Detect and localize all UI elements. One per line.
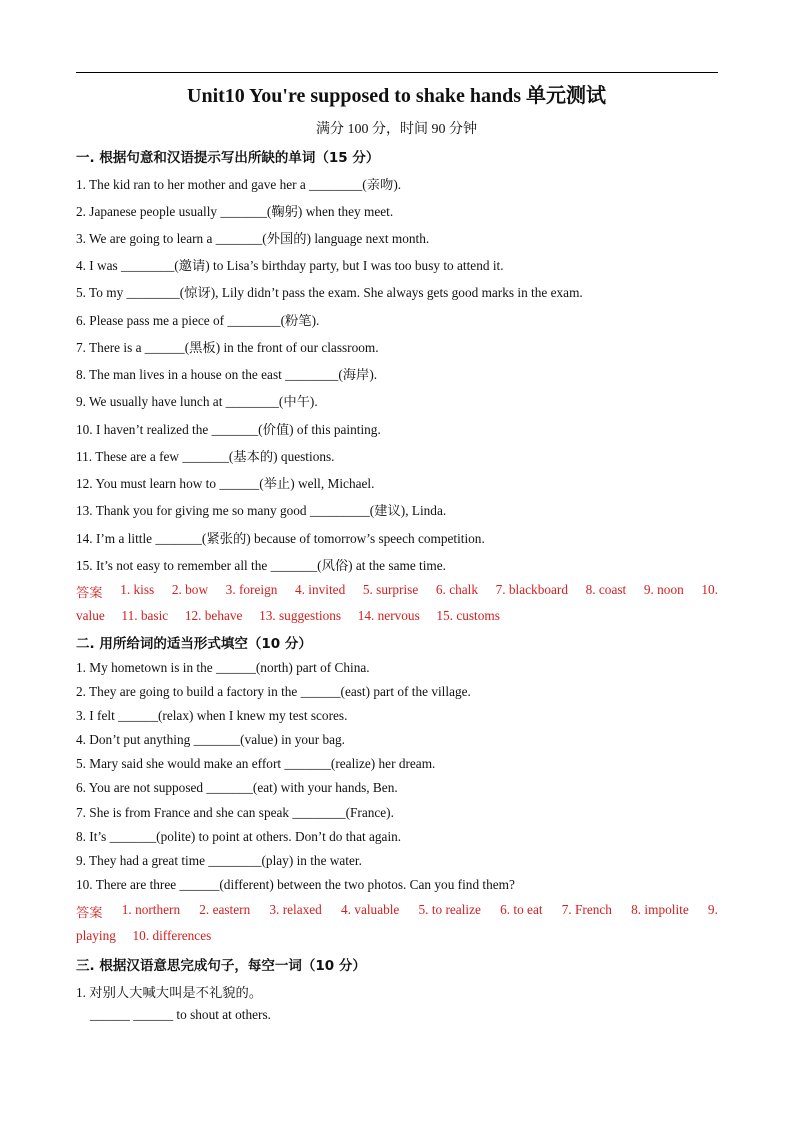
section1-item: 3. We are going to learn a _______(外国的) language next month. — [76, 231, 430, 246]
section3-item: ______ ______ to shout at others. — [90, 1007, 271, 1022]
answer-item: 4. valuable — [341, 902, 400, 917]
section2-item: 3. I felt ______(relax) when I knew my test scores. — [76, 708, 348, 723]
answer-item: 10. differences — [132, 928, 212, 943]
answer-item: 1. northern — [121, 902, 181, 917]
section2-item: 5. Mary said she would make an effort _______(realize) her dream. — [76, 756, 436, 771]
answer-item: 4. invited — [295, 582, 346, 597]
page-subtitle: 满分 100 分，时间 90 分钟 — [316, 122, 477, 137]
answer-item: 2. bow — [171, 582, 209, 597]
answer-item: 3. foreign — [225, 582, 278, 597]
answer-item: 3. relaxed — [269, 902, 322, 917]
section2-item: 8. It’s _______(polite) to point at others. Don’t do that again. — [76, 829, 402, 844]
answer-item: 2. eastern — [199, 902, 251, 917]
section1-item: 7. There is a ______(黑板) in the front of our classroom. — [76, 340, 379, 355]
top-rule — [76, 72, 718, 73]
section2-answer-row-2 — [76, 928, 718, 944]
answer-item: 14. nervous — [357, 608, 420, 623]
answer-item: 10. — [701, 582, 718, 597]
answer-item: 8. coast — [585, 582, 627, 597]
answer-item: 1. kiss — [120, 582, 155, 597]
section3-heading: 三. 根据汉语意思完成句子，每空一词（10 分） — [76, 958, 366, 974]
answer-item: 15. customs — [436, 608, 500, 623]
answer-item: 8. impolite — [631, 902, 689, 917]
answer-item: 5. surprise — [362, 582, 419, 597]
answer-label: 答案 — [76, 905, 103, 920]
answer-item: playing — [76, 928, 116, 943]
answer-item: 7. blackboard — [495, 582, 568, 597]
section2-heading: 二. 用所给词的适当形式填空（10 分） — [76, 636, 312, 652]
section1-answer-row — [76, 582, 718, 601]
section1-item: 14. I’m a little _______(紧张的) because of tomorrow’s speech competition. — [76, 531, 485, 546]
section1-item: 2. Japanese people usually _______(鞠躬) when they meet. — [76, 204, 394, 219]
answer-item: 5. to realize — [418, 902, 481, 917]
answer-item: 12. behave — [184, 608, 243, 623]
section1-item: 11. These are a few _______(基本的) questions. — [76, 449, 335, 464]
section2-item: 7. She is from France and she can speak ________(France). — [76, 805, 394, 820]
answer-item: 9. — [707, 902, 718, 917]
section1-item: 9. We usually have lunch at ________(中午). — [76, 394, 318, 409]
section2-item: 9. They had a great time ________(play) in the water. — [76, 853, 362, 868]
answer-item: 6. chalk — [435, 582, 478, 597]
answer-item: 6. to eat — [500, 902, 543, 917]
section3-item: 1. 对别人大喊大叫是不礼貌的。 — [76, 985, 263, 1000]
section2-answer-row — [76, 902, 718, 921]
section2-item: 2. They are going to build a factory in the ______(east) part of the village. — [76, 684, 471, 699]
section2-item: 4. Don’t put anything _______(value) in your bag. — [76, 732, 345, 747]
answer-item: 13. suggestions — [259, 608, 342, 623]
answer-label: 答案 — [76, 585, 103, 600]
section1-item: 10. I haven’t realized the _______(价值) of this painting. — [76, 422, 381, 437]
section1-answer-row-2 — [76, 608, 718, 624]
section2-item: 1. My hometown is in the ______(north) part of China. — [76, 660, 370, 675]
section1-item: 12. You must learn how to ______(举止) well, Michael. — [76, 476, 375, 491]
section1-heading: 一. 根据句意和汉语提示写出所缺的单词（15 分） — [76, 150, 380, 166]
section1-item: 13. Thank you for giving me so many good _________(建议), Linda. — [76, 503, 447, 518]
section1-item: 15. It’s not easy to remember all the _______(风俗) at the same time. — [76, 558, 447, 573]
section1-item: 1. The kid ran to her mother and gave her a ________(亲吻). — [76, 177, 402, 192]
section1-item: 4. I was ________(邀请) to Lisa’s birthday party, but I was too busy to attend it. — [76, 258, 504, 273]
answer-item: 9. noon — [643, 582, 684, 597]
section2-item: 6. You are not supposed _______(eat) with your hands, Ben. — [76, 780, 398, 795]
answer-item: 7. French — [561, 902, 612, 917]
answer-item: 11. basic — [121, 608, 169, 623]
page-title: Unit10 You're supposed to shake hands 单元测试 — [187, 85, 606, 107]
section1-item: 5. To my ________(惊讶), Lily didn’t pass the exam. She always gets good marks in the exam. — [76, 285, 583, 300]
section1-item: 6. Please pass me a piece of ________(粉笔). — [76, 313, 320, 328]
answer-item: value — [76, 608, 105, 623]
section2-item: 10. There are three ______(different) between the two photos. Can you find them? — [76, 877, 515, 892]
section1-item: 8. The man lives in a house on the east ________(海岸). — [76, 367, 378, 382]
